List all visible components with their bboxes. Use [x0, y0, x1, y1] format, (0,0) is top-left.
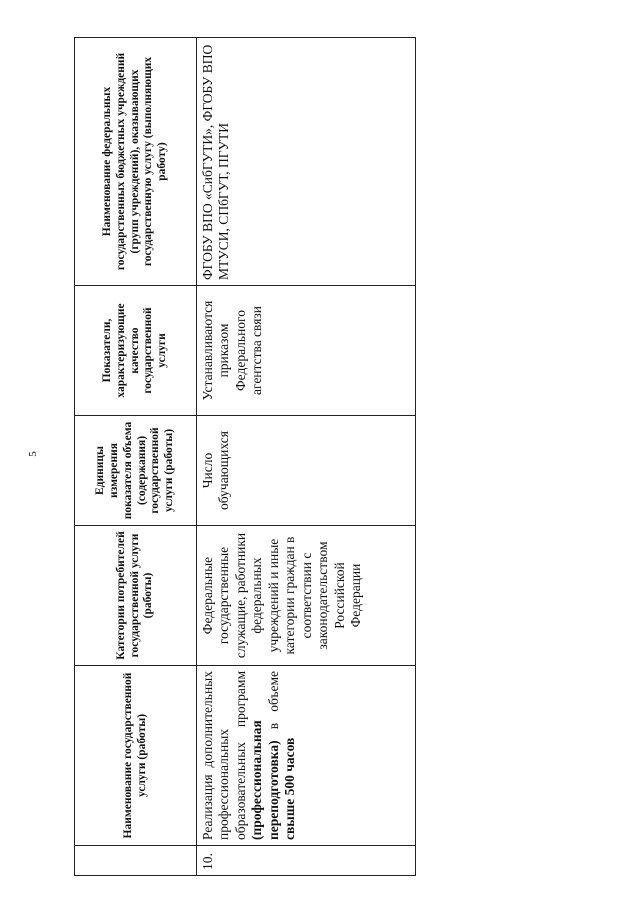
consumer-categories-cell: Федеральные государственные служащие, работники федеральных учреждений и иные категории граждан в соответствии с законодательством Российской Федерации — [197, 526, 416, 666]
header-number — [75, 846, 197, 876]
service-text-bold-2: свыше 500 часов — [282, 737, 298, 840]
service-text-1: Реализация дополнительных профессиональных образовательных программ — [200, 671, 248, 840]
page-number: 5 — [26, 451, 39, 457]
table-container — [74, 38, 416, 876]
service-text-bold-1: (профессиональная переподготовка) — [249, 720, 281, 840]
row-number: 10. — [197, 846, 416, 876]
rotated-table-frame — [74, 38, 416, 876]
header-institutions: Наименование федеральных государственных бюджетных учреждений (групп учреждений), оказывающих государственную услугу (выполняющих работу) — [75, 38, 197, 286]
services-table — [74, 37, 416, 876]
quality-indicators-cell: Устанавливаются приказом Федерального агентства связи — [197, 286, 416, 416]
table-row — [197, 38, 416, 876]
header-service-name: Наименование государственной услуги (работы) — [75, 666, 197, 846]
service-name-cell — [197, 666, 416, 846]
header-consumer-categories: Категории потребителей государственной услуги (работы) — [75, 526, 197, 666]
header-volume-units: Единицы измерения показателя объема (содержания) государственной услуги (работы) — [75, 416, 197, 526]
volume-units-cell: Число обучающихся — [197, 416, 416, 526]
header-quality-indicators: Показатели, характеризующие качество государственной услуги — [75, 286, 197, 416]
service-text-2: в объеме — [265, 671, 281, 741]
table-header-row — [75, 38, 197, 876]
institutions-cell: ФГОБУ ВПО «СибГУТИ», ФГОБУ ВПО МТУСИ, СПбГУТ, ПГУТИ — [197, 38, 416, 286]
